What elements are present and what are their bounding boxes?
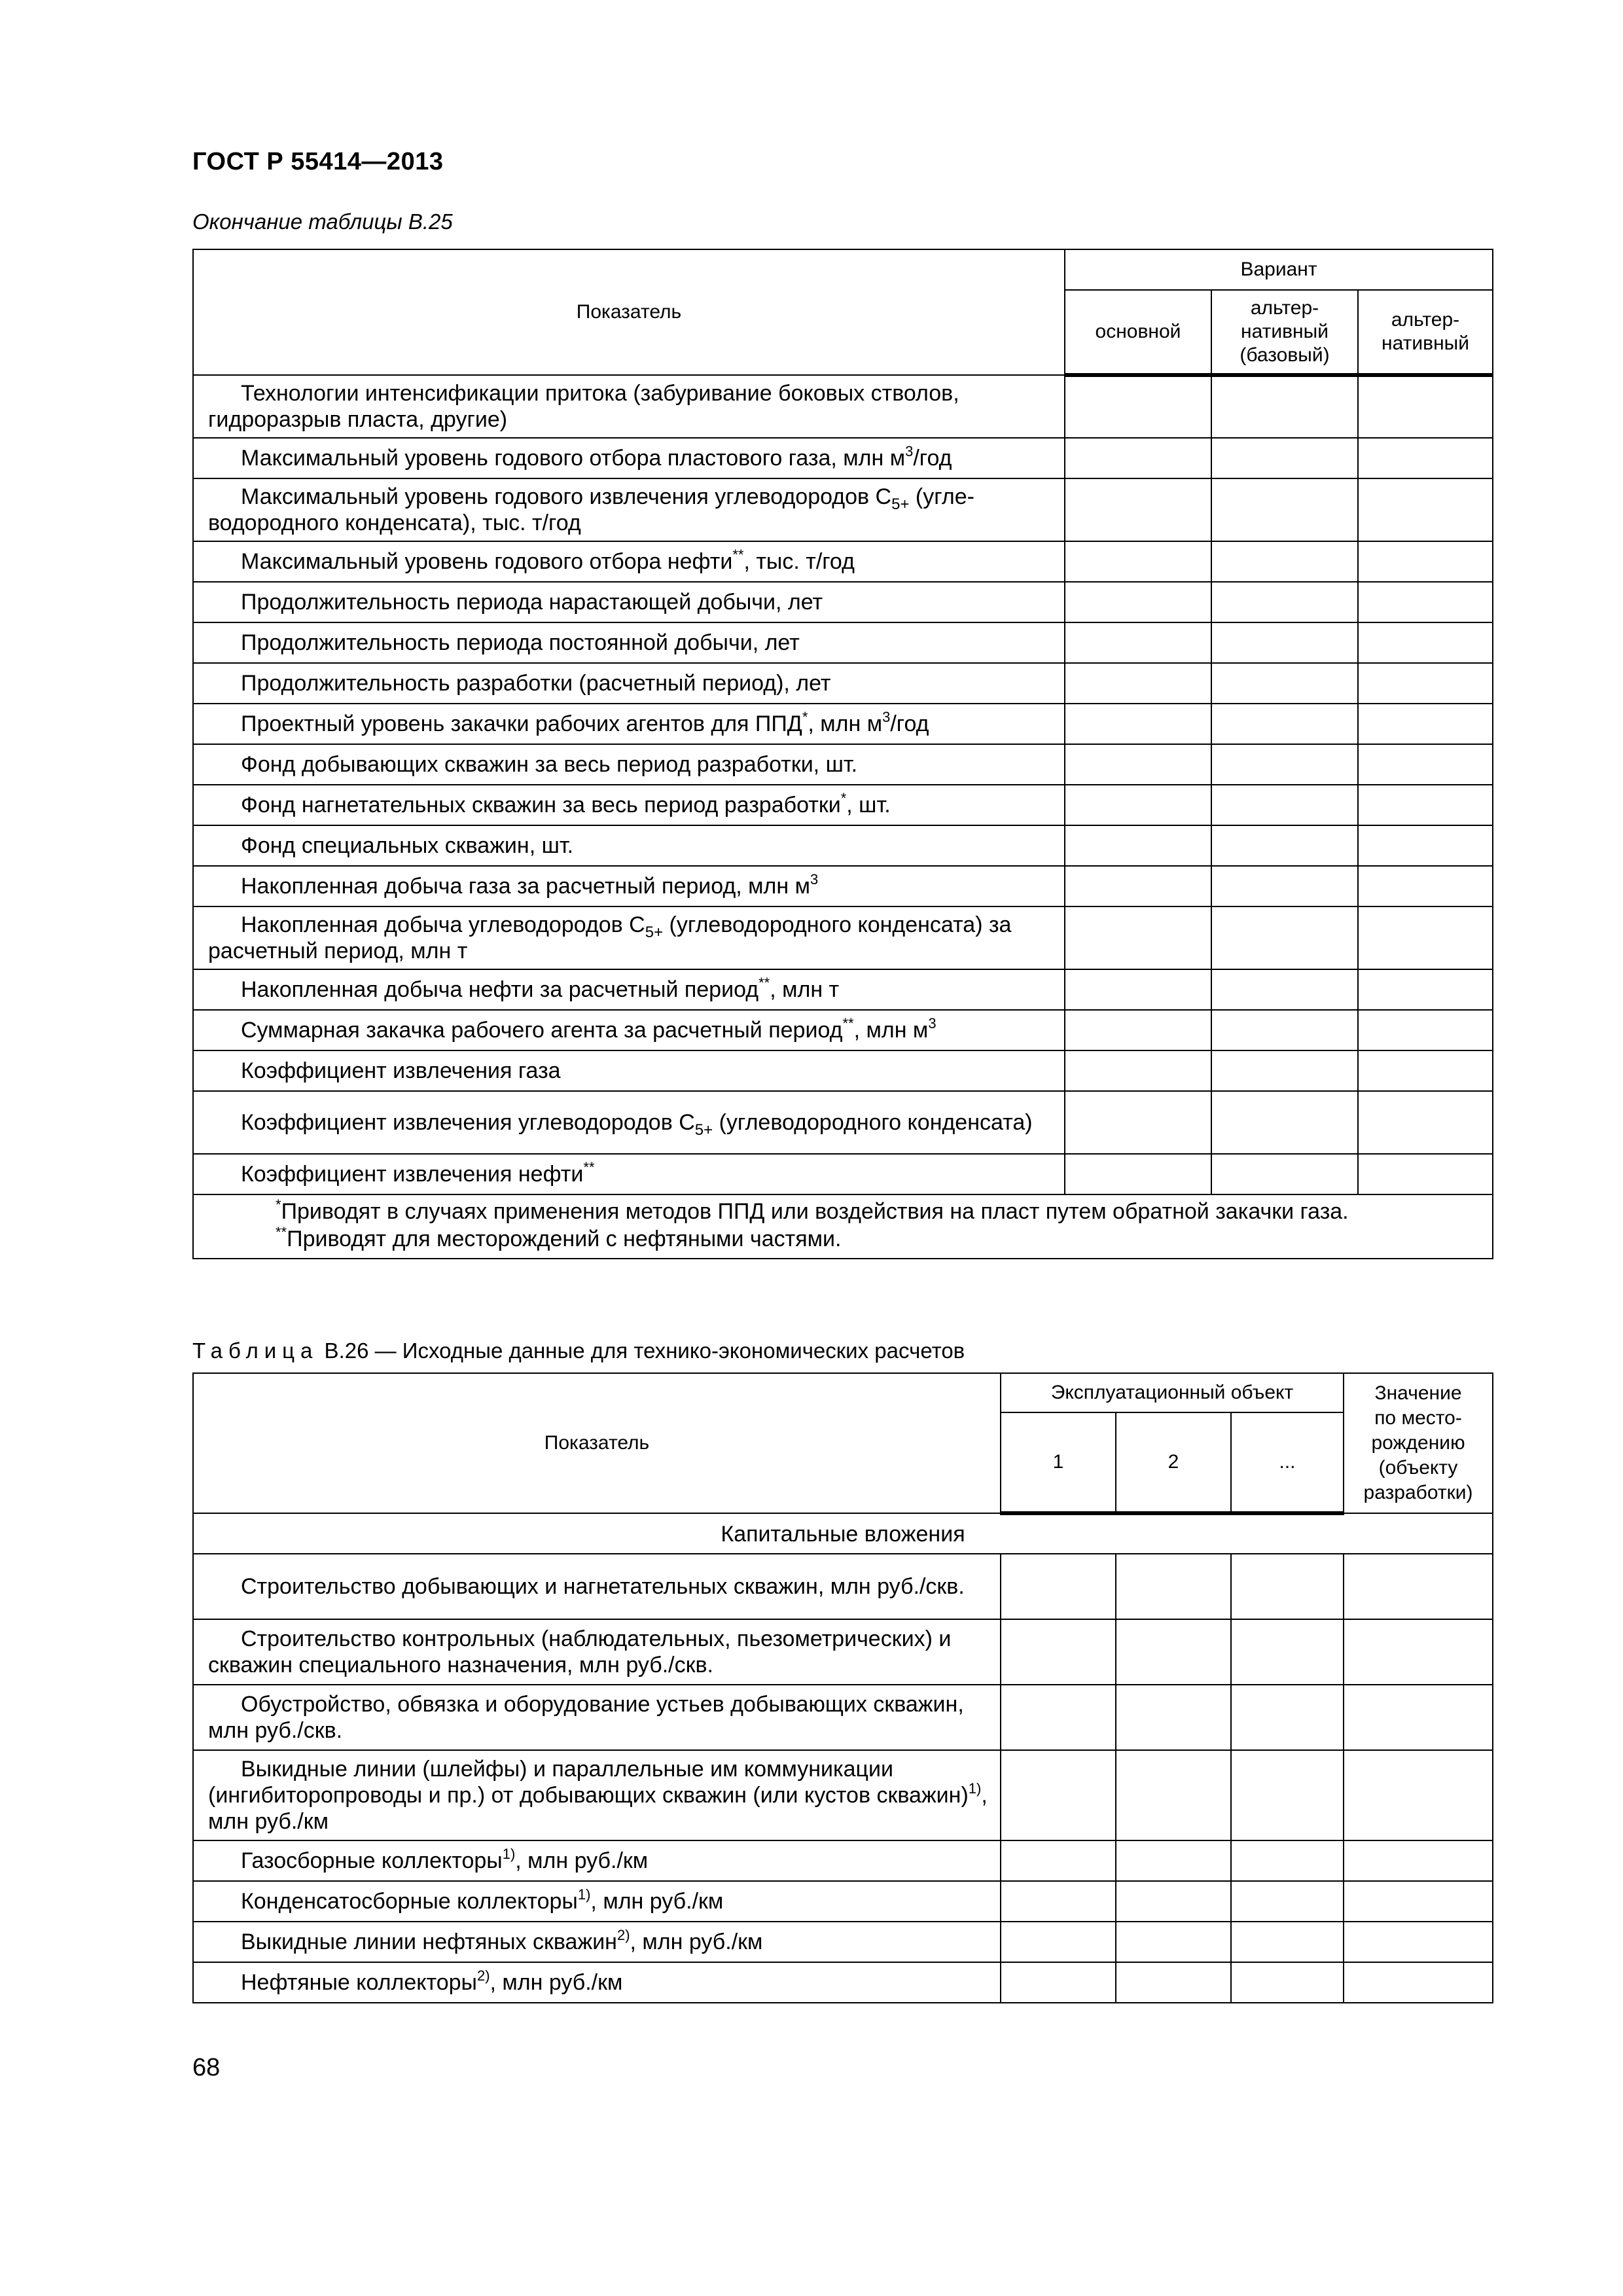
value-cell: [1358, 906, 1493, 969]
value-cell: [1065, 825, 1211, 866]
value-cell: [1344, 1881, 1493, 1922]
table-row: [193, 1554, 1493, 1619]
table-row: [193, 1685, 1493, 1750]
indicator-cell: Коэффициент извлечения газа: [193, 1050, 1065, 1091]
value-cell: [1344, 1750, 1493, 1840]
header-alt: альтер- нативный: [1358, 290, 1493, 375]
value-cell: [1116, 1554, 1231, 1619]
value-cell: [1211, 1010, 1358, 1050]
value-cell: [1231, 1619, 1344, 1685]
value-cell: [1344, 1962, 1493, 2003]
indicator-cell: Обустройство, обвязка и оборудование устьев добывающих скважин, млн руб./скв.: [193, 1685, 1001, 1750]
value-cell: [1344, 1685, 1493, 1750]
indicator-cell: Суммарная закачка рабочего агента за расчетный период**, млн $м^3$: [193, 1010, 1065, 1050]
value-cell: [1211, 704, 1358, 744]
value-cell: [1001, 1685, 1116, 1750]
table-row: [193, 1962, 1493, 2003]
value-cell: [1211, 541, 1358, 582]
table-row: [193, 785, 1493, 825]
value-cell: [1358, 438, 1493, 478]
indicator-cell: Фонд нагнетательных скважин за весь период разработки*, шт.: [193, 785, 1065, 825]
table-row: [193, 906, 1493, 969]
value-cell: [1001, 1554, 1116, 1619]
value-cell: [1001, 1922, 1116, 1962]
value-cell: [1358, 541, 1493, 582]
value-cell: [1231, 1962, 1344, 2003]
table-row: [193, 1050, 1493, 1091]
indicator-cell: Максимальный уровень годового извлечения углеводородов $C_{5+}$ (углеводородного конденсата), тыс. т/год: [193, 478, 1065, 541]
value-cell: [1211, 1091, 1358, 1154]
value-cell: [1065, 785, 1211, 825]
value-cell: [1344, 1922, 1493, 1962]
table-b26: [192, 1372, 1493, 2003]
table-row: [193, 541, 1493, 582]
value-cell: [1211, 375, 1358, 438]
header-object: Эксплуатационный объект: [1001, 1373, 1344, 1412]
value-cell: [1211, 478, 1358, 541]
indicator-cell: Максимальный уровень годового отбора нефти**, тыс. т/год: [193, 541, 1065, 582]
value-cell: [1116, 1840, 1231, 1881]
value-cell: [1065, 744, 1211, 785]
value-cell: [1065, 1091, 1211, 1154]
indicator-cell: Коэффициент извлечения углеводородов $C_{5+}$ (углеводородного конденсата): [193, 1091, 1065, 1154]
value-cell: [1358, 582, 1493, 622]
indicator-cell: Конденсатосборные коллекторы$^{1)}$, млн руб./км: [193, 1881, 1001, 1922]
header-variant: Вариант: [1065, 249, 1493, 290]
value-cell: [1001, 1840, 1116, 1881]
value-cell: [1065, 704, 1211, 744]
value-cell: [1116, 1685, 1231, 1750]
table-row: [193, 438, 1493, 478]
indicator-cell: Нефтяные коллекторы$^{2)}$, млн руб./км: [193, 1962, 1001, 2003]
table-b25: [192, 249, 1493, 1259]
table-row: [193, 622, 1493, 663]
table-row: [193, 478, 1493, 541]
value-cell: [1211, 866, 1358, 906]
indicator-cell: Продолжительность периода нарастающей добычи, лет: [193, 582, 1065, 622]
value-cell: [1358, 622, 1493, 663]
value-cell: [1065, 1050, 1211, 1091]
table-notes: [193, 1194, 1493, 1259]
value-cell: [1211, 1050, 1358, 1091]
value-cell: [1211, 969, 1358, 1010]
table-b26-caption: Таблица В.26 — Исходные данные для технико-экономических расчетов: [192, 1338, 965, 1363]
value-cell: [1116, 1881, 1231, 1922]
value-cell: [1231, 1554, 1344, 1619]
table-row: [193, 663, 1493, 704]
indicator-cell: Выкидные линии (шлейфы) и параллельные им коммуникации (ингибиторопроводы и пр.) от добывающих скважин (или кустов скважин)$^{1)}$, млн руб./км: [193, 1750, 1001, 1840]
indicator-cell: Накопленная добыча углеводородов $C_{5+}$ (углеводородного конденсата) за расчетный период, млн т: [193, 906, 1065, 969]
value-cell: [1211, 582, 1358, 622]
value-cell: [1001, 1619, 1116, 1685]
value-cell: [1358, 744, 1493, 785]
table-row: [193, 744, 1493, 785]
value-cell: [1065, 478, 1211, 541]
value-cell: [1358, 478, 1493, 541]
value-cell: [1358, 375, 1493, 438]
value-cell: [1001, 1881, 1116, 1922]
value-cell: [1211, 906, 1358, 969]
value-cell: [1065, 663, 1211, 704]
table-row: [193, 1750, 1493, 1840]
value-cell: [1211, 1154, 1358, 1194]
indicator-cell: Накопленная добыча газа за расчетный период, млн $м^3$: [193, 866, 1065, 906]
value-cell: [1231, 1922, 1344, 1962]
value-cell: [1231, 1750, 1344, 1840]
value-cell: [1065, 622, 1211, 663]
value-cell: [1344, 1554, 1493, 1619]
value-cell: [1358, 1050, 1493, 1091]
table-row: [193, 1840, 1493, 1881]
page-number: 68: [192, 2054, 221, 2081]
header-object-1: 1: [1001, 1412, 1116, 1513]
table-row: [193, 1881, 1493, 1922]
header-object-2: 2: [1116, 1412, 1231, 1513]
indicator-cell: Максимальный уровень годового отбора пластового газа, млн $м^3$/год: [193, 438, 1065, 478]
indicator-cell: Коэффициент извлечения нефти**: [193, 1154, 1065, 1194]
table-row: [193, 704, 1493, 744]
indicator-cell: Проектный уровень закачки рабочих агентов для ППД*, млн $м^3$/год: [193, 704, 1065, 744]
value-cell: [1211, 825, 1358, 866]
value-cell: [1358, 1154, 1493, 1194]
value-cell: [1065, 582, 1211, 622]
table-row: [193, 1922, 1493, 1962]
value-cell: [1358, 969, 1493, 1010]
indicator-cell: Накопленная добыча нефти за расчетный период**, млн т: [193, 969, 1065, 1010]
value-cell: [1211, 744, 1358, 785]
value-cell: [1211, 785, 1358, 825]
value-cell: [1065, 541, 1211, 582]
value-cell: [1358, 1010, 1493, 1050]
value-cell: [1116, 1962, 1231, 2003]
header-main: основной: [1065, 290, 1211, 375]
table-continuation-caption: Окончание таблицы В.25: [192, 209, 453, 234]
table-row: [193, 866, 1493, 906]
table-row: [193, 375, 1493, 438]
header-field-value: Значение по место- рождению (объекту разработки): [1344, 1373, 1493, 1513]
header-indicator: Показатель: [193, 1373, 1001, 1513]
value-cell: [1358, 866, 1493, 906]
table-row: [193, 825, 1493, 866]
value-cell: [1211, 622, 1358, 663]
section-capital-investment: Капитальные вложения: [193, 1513, 1493, 1554]
value-cell: [1358, 704, 1493, 744]
header-indicator: Показатель: [193, 249, 1065, 375]
value-cell: [1001, 1962, 1116, 2003]
value-cell: [1358, 663, 1493, 704]
indicator-cell: Строительство добывающих и нагнетательных скважин, млн руб./скв.: [193, 1554, 1001, 1619]
value-cell: [1065, 866, 1211, 906]
value-cell: [1065, 1154, 1211, 1194]
table-row: [193, 582, 1493, 622]
value-cell: [1344, 1840, 1493, 1881]
indicator-cell: Выкидные линии нефтяных скважин$^{2)}$, млн руб./км: [193, 1922, 1001, 1962]
table-row: [193, 1010, 1493, 1050]
table-row: [193, 1091, 1493, 1154]
value-cell: [1358, 1091, 1493, 1154]
document-title: ГОСТ Р 55414—2013: [192, 148, 444, 175]
value-cell: [1211, 438, 1358, 478]
table-row: [193, 1154, 1493, 1194]
header-object-more: ...: [1231, 1412, 1344, 1513]
indicator-cell: Фонд специальных скважин, шт.: [193, 825, 1065, 866]
footnotes: *Приводят в случаях применения методов ППД или воздействия на пласт путем обратной закачки газа. **Приводят для месторождений с нефтяными частями.: [193, 1194, 1493, 1259]
value-cell: [1231, 1840, 1344, 1881]
value-cell: [1344, 1619, 1493, 1685]
value-cell: [1116, 1619, 1231, 1685]
value-cell: [1211, 663, 1358, 704]
indicator-cell: Технологии интенсификации притока (забуривание боковых стволов, гидроразрыв пласта, другие): [193, 375, 1065, 438]
indicator-cell: Продолжительность периода постоянной добычи, лет: [193, 622, 1065, 663]
table-row: [193, 969, 1493, 1010]
value-cell: [1065, 1010, 1211, 1050]
indicator-cell: Газосборные коллекторы$^{1)}$, млн руб./км: [193, 1840, 1001, 1881]
value-cell: [1231, 1685, 1344, 1750]
indicator-cell: Строительство контрольных (наблюдательных, пьезометрических) и скважин специального назначения, млн руб./скв.: [193, 1619, 1001, 1685]
value-cell: [1065, 375, 1211, 438]
value-cell: [1231, 1881, 1344, 1922]
header-alt-base: альтер- нативный (базовый): [1211, 290, 1358, 375]
value-cell: [1065, 969, 1211, 1010]
indicator-cell: Продолжительность разработки (расчетный период), лет: [193, 663, 1065, 704]
value-cell: [1001, 1750, 1116, 1840]
value-cell: [1065, 906, 1211, 969]
value-cell: [1358, 825, 1493, 866]
value-cell: [1065, 438, 1211, 478]
table-row: [193, 1619, 1493, 1685]
value-cell: [1116, 1750, 1231, 1840]
value-cell: [1116, 1922, 1231, 1962]
indicator-cell: Фонд добывающих скважин за весь период разработки, шт.: [193, 744, 1065, 785]
value-cell: [1358, 785, 1493, 825]
